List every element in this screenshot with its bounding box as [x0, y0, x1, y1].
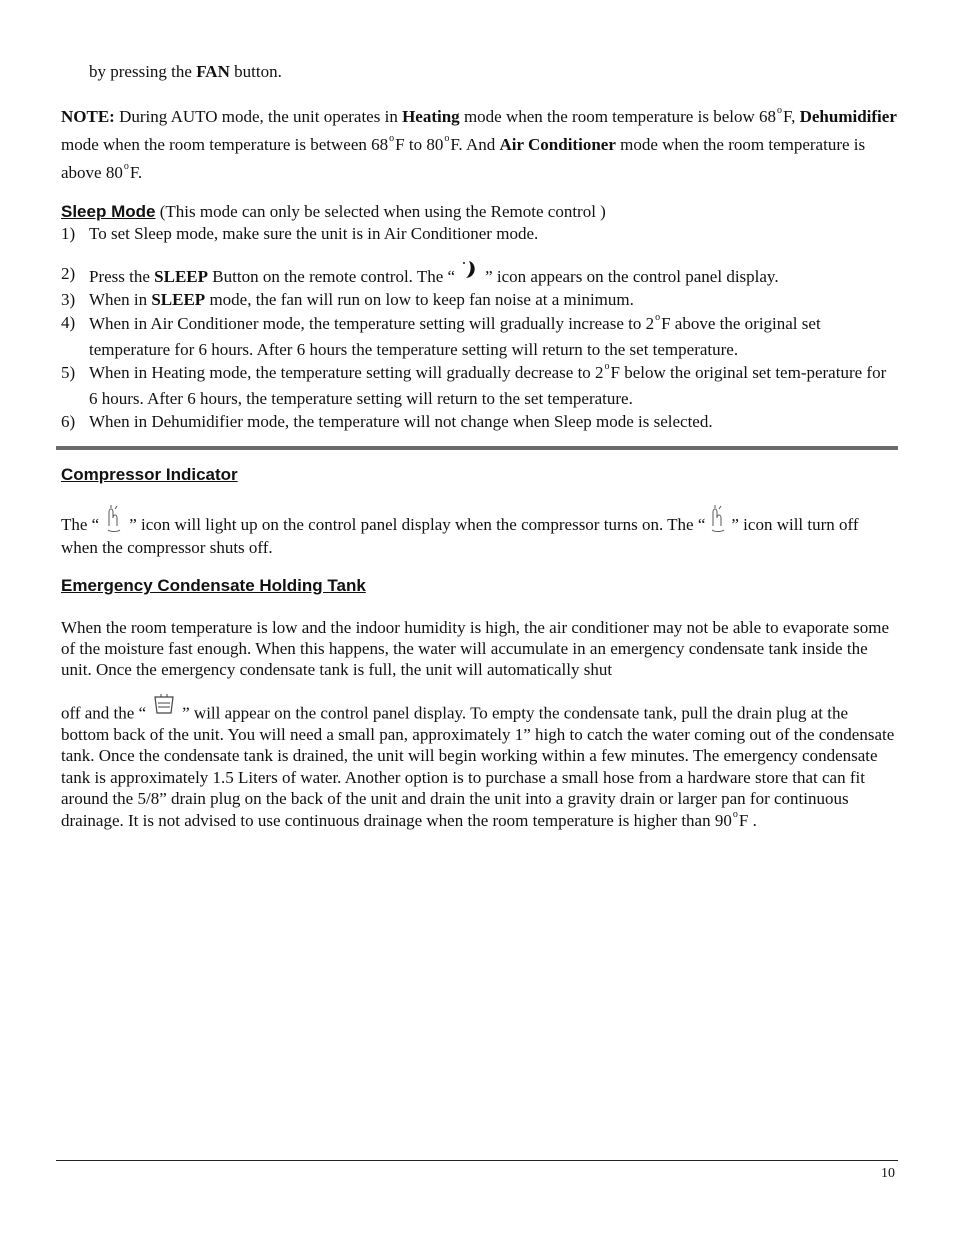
list-item [61, 361, 897, 410]
sleep-mode-note: (This mode can only be selected when using the Remote control ) [159, 202, 606, 221]
list-number: 6) [61, 412, 76, 431]
degree-sign: o [777, 105, 782, 116]
sleep-mode-steps [61, 222, 897, 433]
list-text: Press the [89, 267, 150, 286]
intro-prefix: by pressing the [89, 62, 192, 81]
list-number: 2) [61, 264, 76, 283]
section-divider [56, 446, 898, 450]
list-text: F below the original set tem-perature for 6 hours. After 6 hours, the temperature setting will return to the set temperature. [89, 363, 887, 408]
note-paragraph [61, 104, 897, 188]
compressor-text: ” icon will turn off when the compressor shuts off. [61, 515, 859, 557]
note-text: F, [783, 107, 796, 126]
list-text: When in Dehumidifier mode, the temperature will not change when Sleep mode is selected. [89, 412, 713, 431]
sleep-term: SLEEP [151, 290, 206, 309]
tank-text: When the room temperature is low and the indoor humidity is high, the air conditioner may not be able to evaporate some of the moisture fast enough. When this happens, the water will accumulate in an emergency condensate tank inside the unit. Once the emergency condensate tank is full, the unit will automatically shut [61, 618, 890, 679]
intro-suffix: button. [234, 62, 282, 81]
sleep-mode-heading: Sleep Mode [61, 202, 156, 221]
note-text: F. And [450, 135, 496, 154]
tank-heading-line [61, 573, 897, 598]
tank-text: off and the “ [61, 703, 147, 723]
compressor-icon [99, 504, 129, 534]
list-text: When in [89, 290, 148, 309]
list-number: 3) [61, 290, 76, 309]
fan-button-term: FAN [196, 62, 230, 81]
sleep-button-term: SLEEP [154, 267, 209, 286]
tank-text: ” will appear on the control panel display. To empty the condensate tank, pull the drain plug at the bottom back of the unit. You will need a small pan, approximately 1” high to catch the water coming out of the condensate tank. Once the condensate tank is drained, the unit will begin working within a few minutes. The emergency condensate tank is approximately 1.5 Liters of water. Another option is to purchase a small hose from a hardware store that can fit around the 5/8” drain plug on the back of the unit and drain the unit into a gravity drain or larger pan for continuous drainage. It is not advised to use continuous drainage when the room temperature is higher than 90 [61, 703, 895, 830]
degree-sign: o [655, 312, 661, 323]
list-item [61, 410, 897, 433]
tank-paragraph-1 [61, 617, 897, 680]
heating-term: Heating [402, 107, 460, 126]
compressor-icon [705, 504, 731, 534]
list-text: Button on the remote control. The “ [212, 267, 456, 286]
moon-icon [455, 258, 485, 284]
compressor-paragraph [61, 506, 897, 559]
sleep-mode-heading-line [61, 199, 897, 224]
list-text: ” icon appears on the control panel display. [485, 267, 779, 286]
note-text: During AUTO mode, the unit operates in [119, 107, 398, 126]
compressor-text: ” icon will light up on the control panel display when the compressor turns on. The “ [129, 515, 706, 534]
list-text: To set Sleep mode, make sure the unit is in Air Conditioner mode. [89, 224, 539, 243]
list-text: When in Air Conditioner mode, the temperature setting will gradually increase to 2 [89, 314, 655, 333]
dehumidifier-term: Dehumidifier [799, 107, 897, 126]
compressor-text: The “ [61, 515, 100, 534]
compressor-heading-line [61, 462, 897, 487]
list-number: 1) [61, 224, 76, 243]
degree-sign: o [389, 133, 395, 144]
list-number: 5) [61, 363, 76, 382]
footer-rule [56, 1160, 898, 1161]
list-item [61, 262, 897, 288]
degree-sign: o [732, 808, 738, 820]
tank-full-icon [146, 694, 182, 718]
note-text: F to 80 [395, 135, 444, 154]
list-item [61, 222, 897, 245]
tank-text: F . [738, 810, 757, 830]
list-text: When in Heating mode, the temperature setting will gradually decrease to 2 [89, 363, 604, 382]
degree-sign: o [123, 161, 129, 172]
list-item [61, 288, 897, 311]
note-text: F. [129, 163, 143, 182]
list-text: F above the original set temperature for 6 hours. After 6 hours the temperature setting will return to the set temperature. [89, 314, 821, 359]
page-number: 10 [881, 1166, 895, 1181]
tank-paragraph-2 [61, 700, 897, 834]
compressor-heading: Compressor Indicator [61, 465, 238, 484]
list-number: 4) [61, 313, 76, 332]
note-text: mode when the room temperature is below 68 [463, 107, 776, 126]
intro-paragraph [89, 59, 889, 84]
list-text: mode, the fan will run on low to keep fan noise at a minimum. [209, 290, 634, 309]
degree-sign: o [444, 133, 450, 144]
note-text: mode when the room temperature is between 68 [61, 135, 389, 154]
tank-heading: Emergency Condensate Holding Tank [61, 576, 366, 595]
degree-sign: o [604, 361, 610, 372]
air-conditioner-term: Air Conditioner [499, 135, 616, 154]
note-text: mode when the room temperature is above 80 [61, 135, 866, 182]
note-label: NOTE: [61, 107, 115, 126]
list-item [61, 311, 897, 361]
